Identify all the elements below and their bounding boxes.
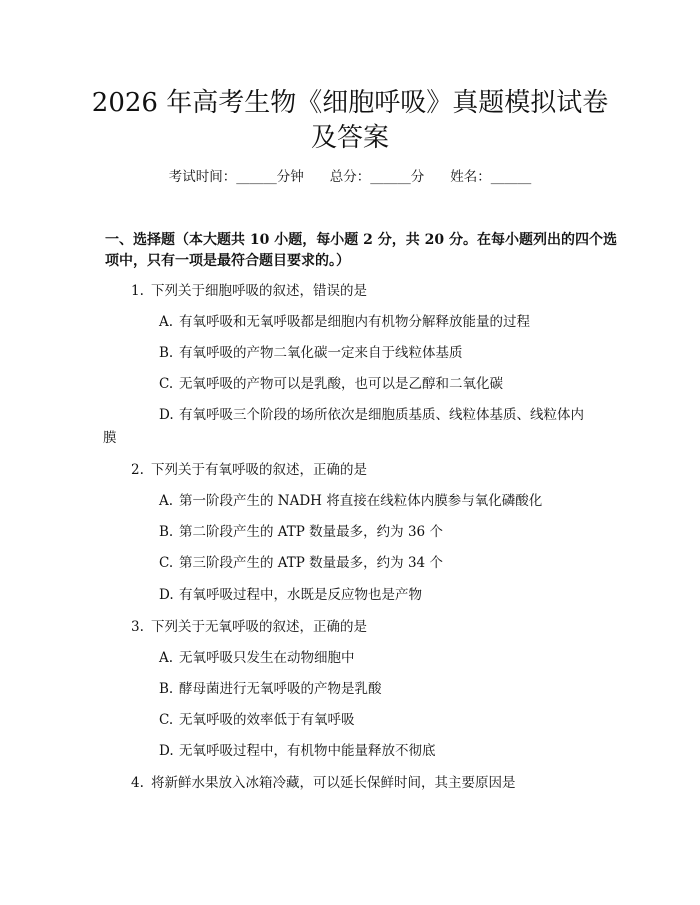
question-number: 1. (131, 283, 144, 299)
option-label: C. (159, 712, 174, 728)
question-1-option-a (159, 312, 530, 332)
option-text: 无氧呼吸过程中，有机物中能量释放不彻底 (179, 743, 436, 759)
question-1-option-b (159, 343, 463, 363)
option-text: 无氧呼吸的产物可以是乳酸，也可以是乙醇和二氧化碳 (179, 376, 503, 392)
question-1 (131, 281, 367, 301)
option-text: 无氧呼吸的效率低于有氧呼吸 (179, 712, 355, 728)
question-stem: 下列关于无氧呼吸的叙述，正确的是 (151, 619, 367, 635)
question-3-option-b (159, 679, 382, 699)
student-name-field: 姓名：______ (450, 169, 532, 185)
option-label: C. (159, 555, 174, 571)
option-label: A. (159, 650, 174, 666)
option-label: B. (159, 524, 174, 540)
option-label: A. (159, 314, 174, 330)
question-number: 4. (131, 775, 144, 791)
option-text: 第一阶段产生的 NADH 将直接在线粒体内膜参与氧化磷酸化 (179, 493, 543, 509)
question-1-option-d (159, 405, 584, 425)
question-stem: 下列关于细胞呼吸的叙述，错误的是 (151, 283, 367, 299)
section-heading-line-1: 一、选择题（本大题共 10 小题，每小题 2 分，共 20 分。在每小题列出的四个选 (105, 232, 617, 248)
question-stem: 下列关于有氧呼吸的叙述，正确的是 (151, 462, 367, 478)
question-2 (131, 460, 367, 480)
option-label: A. (159, 493, 174, 509)
question-2-option-d (159, 585, 422, 605)
option-text: 第三阶段产生的 ATP 数量最多，约为 34 个 (179, 555, 443, 571)
exam-title-line-2: 及答案 (310, 123, 389, 153)
option-text: 有氧呼吸过程中，水既是反应物也是产物 (179, 587, 422, 603)
exam-meta (0, 167, 700, 187)
question-3-option-d (159, 741, 436, 761)
question-3-option-c (159, 710, 355, 730)
question-3 (131, 617, 367, 637)
question-2-option-c (159, 553, 443, 573)
option-text: 有氧呼吸三个阶段的场所依次是细胞质基质、线粒体基质、线粒体内 (179, 407, 584, 423)
question-stem: 将新鲜水果放入冰箱冷藏，可以延长保鲜时间，其主要原因是 (151, 775, 516, 791)
exam-title-line-1: 2026 年高考生物《细胞呼吸》真题模拟试卷 (91, 88, 609, 118)
option-text: 有氧呼吸和无氧呼吸都是细胞内有机物分解释放能量的过程 (179, 314, 530, 330)
question-1-option-d-continuation: 膜 (103, 430, 117, 446)
total-score-field: 总分：______分 (329, 169, 425, 185)
question-3-option-a (159, 648, 355, 668)
question-2-option-b (159, 522, 443, 542)
option-text: 有氧呼吸的产物二氧化碳一定来自于线粒体基质 (179, 345, 463, 361)
question-1-option-c (159, 374, 503, 394)
option-label: D. (159, 743, 174, 759)
exam-time-field: 考试时间：______分钟 (168, 169, 304, 185)
option-label: B. (159, 681, 174, 697)
option-label: D. (159, 587, 174, 603)
option-label: D. (159, 407, 174, 423)
question-number: 3. (131, 619, 144, 635)
option-text: 无氧呼吸只发生在动物细胞中 (179, 650, 355, 666)
question-number: 2. (131, 462, 144, 478)
question-4 (131, 773, 516, 793)
option-text: 第二阶段产生的 ATP 数量最多，约为 36 个 (179, 524, 443, 540)
section-heading-line-2: 项中，只有一项是最符合题目要求的。） (105, 253, 350, 269)
option-label: C. (159, 376, 174, 392)
option-label: B. (159, 345, 174, 361)
option-text: 酵母菌进行无氧呼吸的产物是乳酸 (179, 681, 382, 697)
question-2-option-a (159, 491, 542, 511)
